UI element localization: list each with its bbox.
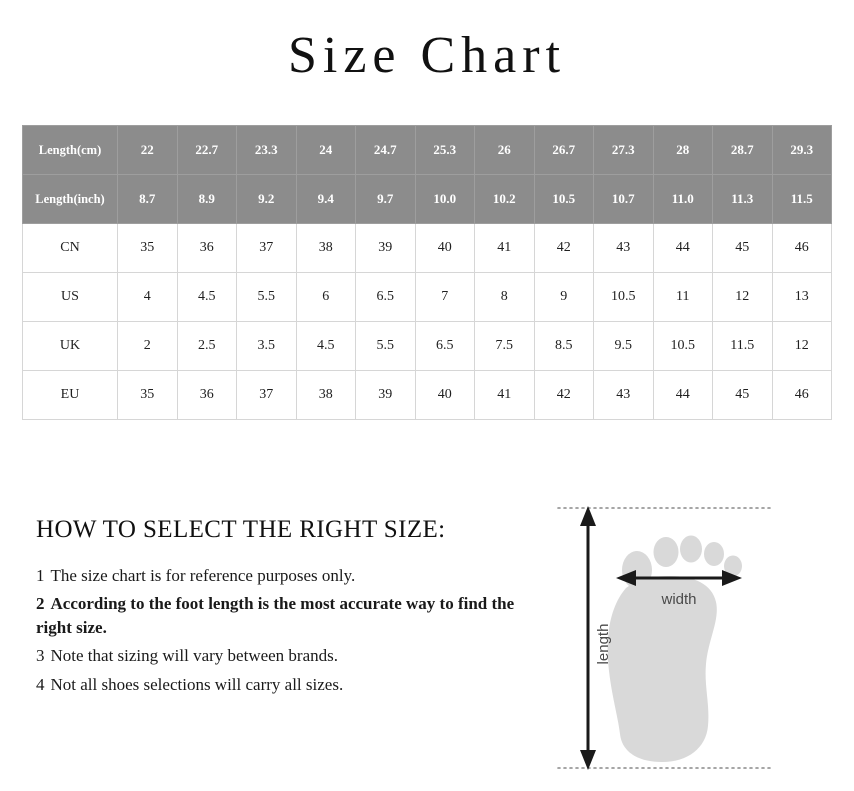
size-chart-table: [22, 125, 832, 420]
cell: 6.5: [415, 322, 475, 371]
cell: 39: [356, 371, 416, 420]
cell: 42: [534, 371, 594, 420]
how-to-list: [36, 564, 516, 697]
cell: 2: [118, 322, 178, 371]
cell: 10.5: [653, 322, 713, 371]
how-to-select-section: [36, 516, 516, 701]
row-label-cn: CN: [23, 224, 118, 273]
cell: 11.3: [713, 175, 773, 224]
cell: 10.0: [415, 175, 475, 224]
cell: 7: [415, 273, 475, 322]
cell: 29.3: [772, 126, 832, 175]
cell: 27.3: [594, 126, 654, 175]
cell: 7.5: [475, 322, 535, 371]
cell: 40: [415, 371, 475, 420]
list-item-number: 1: [36, 566, 45, 585]
cell: 22: [118, 126, 178, 175]
cell: 8.9: [177, 175, 237, 224]
cell: 9.5: [594, 322, 654, 371]
cell: 9.2: [237, 175, 297, 224]
row-label-us: US: [23, 273, 118, 322]
length-label: length: [595, 623, 612, 665]
cell: 11.0: [653, 175, 713, 224]
cell: 3.5: [237, 322, 297, 371]
cell: 37: [237, 224, 297, 273]
bottom-section: [0, 496, 854, 786]
cell: 35: [118, 371, 178, 420]
list-item-text: The size chart is for reference purposes only.: [50, 566, 356, 585]
cell: 45: [713, 224, 773, 273]
row-label-eu: EU: [23, 371, 118, 420]
cell: 43: [594, 371, 654, 420]
list-item-number: 3: [36, 646, 45, 666]
cell: 39: [356, 224, 416, 273]
cell: 41: [475, 224, 535, 273]
list-item-text: According to the foot length is the most accurate way to find the right size.: [36, 594, 515, 638]
row-label-length-cm: Length(cm): [23, 126, 118, 175]
list-item: [36, 673, 516, 697]
cell: 11.5: [713, 322, 773, 371]
cell: 9: [534, 273, 594, 322]
cell: 42: [534, 224, 594, 273]
table-row: [23, 322, 832, 371]
table-row: [23, 126, 832, 175]
cell: 2.5: [177, 322, 237, 371]
list-item-text: Not all shoes selections will carry all sizes.: [50, 674, 344, 694]
cell: 9.4: [296, 175, 356, 224]
table-row: [23, 175, 832, 224]
cell: 4.5: [177, 273, 237, 322]
cell: 35: [118, 224, 178, 273]
foot-shape-icon: [608, 536, 742, 763]
cell: 25.3: [415, 126, 475, 175]
width-label: width: [661, 591, 697, 608]
cell: 46: [772, 224, 832, 273]
cell: 36: [177, 224, 237, 273]
cell: 5.5: [356, 322, 416, 371]
cell: 36: [177, 371, 237, 420]
list-item-number: 4: [36, 674, 45, 694]
cell: 44: [653, 371, 713, 420]
cell: 10.2: [475, 175, 535, 224]
foot-measurement-diagram: [530, 496, 830, 786]
how-to-heading: HOW TO SELECT THE RIGHT SIZE:: [36, 516, 446, 543]
cell: 6.5: [356, 273, 416, 322]
list-item: [36, 564, 516, 588]
table-row: [23, 224, 832, 273]
cell: 44: [653, 224, 713, 273]
cell: 6: [296, 273, 356, 322]
cell: 46: [772, 371, 832, 420]
cell: 5.5: [237, 273, 297, 322]
cell: 43: [594, 224, 654, 273]
cell: 11: [653, 273, 713, 322]
length-arrow-icon: [580, 506, 596, 770]
cell: 8: [475, 273, 535, 322]
cell: 45: [713, 371, 773, 420]
table-row: [23, 273, 832, 322]
cell: 26.7: [534, 126, 594, 175]
list-item: [36, 592, 516, 640]
cell: 28: [653, 126, 713, 175]
cell: 12: [713, 273, 773, 322]
cell: 11.5: [772, 175, 832, 224]
cell: 37: [237, 371, 297, 420]
cell: 38: [296, 371, 356, 420]
list-item-text: Note that sizing will vary between brands.: [50, 646, 339, 666]
cell: 28.7: [713, 126, 773, 175]
cell: 38: [296, 224, 356, 273]
cell: 10.5: [534, 175, 594, 224]
cell: 10.7: [594, 175, 654, 224]
list-item-number: 2: [36, 594, 45, 614]
row-label-length-inch: Length(inch): [23, 175, 118, 224]
cell: 9.7: [356, 175, 416, 224]
cell: 24: [296, 126, 356, 175]
cell: 13: [772, 273, 832, 322]
cell: 26: [475, 126, 535, 175]
cell: 8.5: [534, 322, 594, 371]
list-item: [36, 644, 516, 668]
cell: 4.5: [296, 322, 356, 371]
table-row: [23, 371, 832, 420]
cell: 41: [475, 371, 535, 420]
row-label-uk: UK: [23, 322, 118, 371]
cell: 23.3: [237, 126, 297, 175]
cell: 22.7: [177, 126, 237, 175]
cell: 12: [772, 322, 832, 371]
page-title: Size Chart: [287, 27, 567, 84]
cell: 8.7: [118, 175, 178, 224]
cell: 40: [415, 224, 475, 273]
size-chart-table-wrapper: [22, 125, 832, 420]
cell: 10.5: [594, 273, 654, 322]
cell: 24.7: [356, 126, 416, 175]
cell: 4: [118, 273, 178, 322]
